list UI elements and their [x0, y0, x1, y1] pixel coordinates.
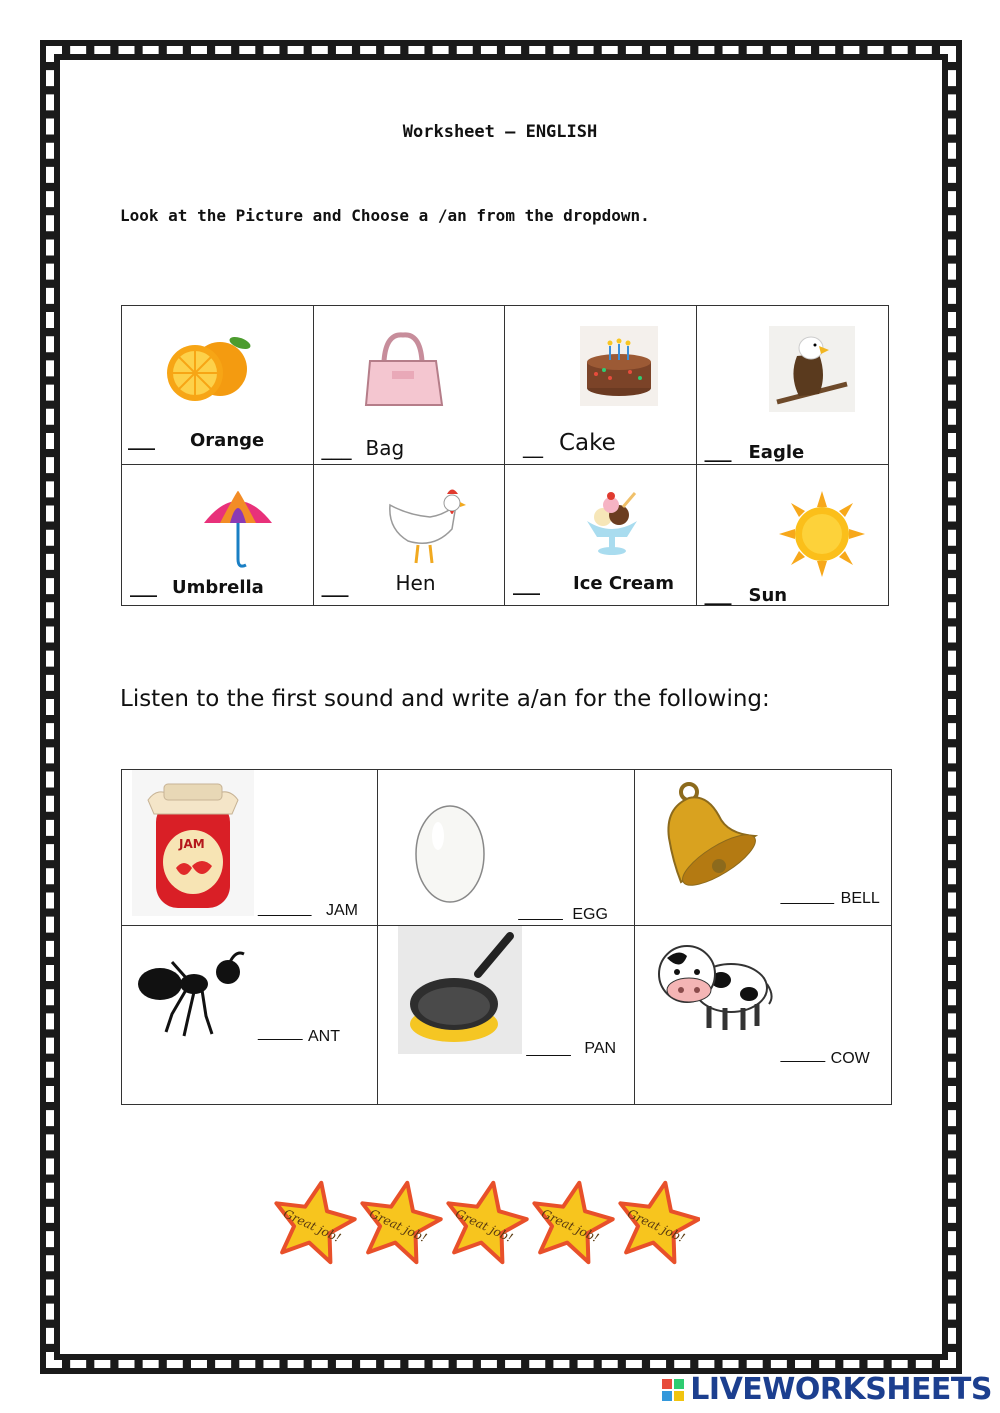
great-job-star	[448, 1183, 526, 1262]
jam-icon	[132, 770, 254, 916]
listen-instruction: Listen to the first sound and write a/an for the following:	[120, 686, 770, 712]
word-label: Bag	[365, 436, 405, 460]
blank-line[interactable]: _____	[780, 1046, 826, 1063]
cake-icon	[580, 326, 658, 406]
word-label: BELL	[840, 890, 880, 907]
blank-line[interactable]: ___	[704, 585, 732, 606]
grid-cell-ice-cream	[505, 465, 697, 605]
grid-cell-orange	[122, 306, 314, 465]
grid-cell-sun	[697, 465, 889, 605]
grid-cell-egg	[378, 770, 634, 926]
grid-cell-pan	[378, 926, 634, 1104]
great-job-star	[276, 1183, 354, 1262]
great-job-star	[362, 1183, 440, 1262]
grid-cell-bag	[314, 306, 506, 465]
liveworksheets-logo	[662, 1372, 992, 1407]
word-label: Umbrella	[172, 577, 264, 598]
grid-cell-cow	[635, 926, 891, 1104]
picture-grid-write	[121, 769, 892, 1105]
grid-cell-jam	[122, 770, 378, 926]
great-job-star	[534, 1183, 612, 1262]
liveworksheets-logo-icon	[662, 1379, 684, 1401]
bag-icon	[362, 331, 444, 409]
word-label: PAN	[584, 1040, 617, 1057]
star-label: Great job!	[453, 1206, 516, 1246]
egg-icon	[410, 796, 490, 906]
great-job-star	[620, 1183, 698, 1262]
star-label: Great job!	[281, 1206, 344, 1246]
eagle-icon	[769, 326, 855, 412]
instruction-text: Look at the Picture and Choose a /an from the dropdown.	[120, 206, 650, 225]
blank-line[interactable]: ___	[704, 442, 732, 463]
word-label: Cake	[559, 430, 616, 456]
picture-grid-a-an	[121, 305, 889, 606]
blank-line[interactable]: ______	[258, 900, 312, 917]
grid-cell-bell	[635, 770, 891, 926]
grid-cell-hen	[314, 465, 506, 605]
ant-icon	[136, 950, 248, 1040]
word-label: Eagle	[748, 442, 805, 463]
grid-cell-cake	[505, 306, 697, 465]
bell-icon	[659, 778, 771, 890]
blank-line[interactable]: ___	[130, 577, 157, 598]
umbrella-icon	[200, 489, 276, 571]
blank-line[interactable]: ___	[321, 436, 352, 460]
word-label: COW	[830, 1050, 870, 1067]
sun-icon	[777, 489, 867, 579]
svg-text:JAM: JAM	[179, 837, 205, 851]
pan-icon	[398, 926, 522, 1054]
word-label: Orange	[190, 430, 265, 451]
blank-line[interactable]: ______	[780, 888, 835, 905]
star-label: Great job!	[367, 1206, 430, 1246]
blank-line[interactable]: ___	[128, 430, 155, 451]
word-label: EGG	[572, 906, 608, 923]
blank-line[interactable]: ___	[321, 577, 349, 598]
blank-line[interactable]: ___	[513, 575, 540, 596]
cow-icon	[651, 936, 775, 1040]
orange-icon	[162, 331, 254, 403]
blank-line[interactable]: _____	[526, 1040, 571, 1057]
word-label: JAM	[326, 902, 358, 919]
grid-cell-umbrella	[122, 465, 314, 605]
star-label: Great job!	[539, 1206, 602, 1246]
word-label: Sun	[748, 585, 788, 606]
ice-cream-icon	[583, 491, 641, 557]
liveworksheets-wordmark: LIVEWORKSHEETS	[690, 1372, 992, 1407]
word-label: ANT	[308, 1028, 340, 1045]
worksheet-title: Worksheet – ENGLISH	[402, 122, 598, 142]
blank-line[interactable]: __	[523, 434, 543, 458]
star-label: Great job!	[625, 1206, 688, 1246]
great-job-stars	[270, 1178, 700, 1268]
grid-cell-eagle	[697, 306, 889, 465]
word-label: Ice Cream	[573, 573, 675, 594]
blank-line[interactable]: _____	[258, 1024, 303, 1041]
blank-line[interactable]: _____	[518, 904, 563, 921]
hen-icon	[384, 485, 468, 567]
grid-cell-ant	[122, 926, 378, 1104]
word-label: Hen	[395, 571, 436, 595]
